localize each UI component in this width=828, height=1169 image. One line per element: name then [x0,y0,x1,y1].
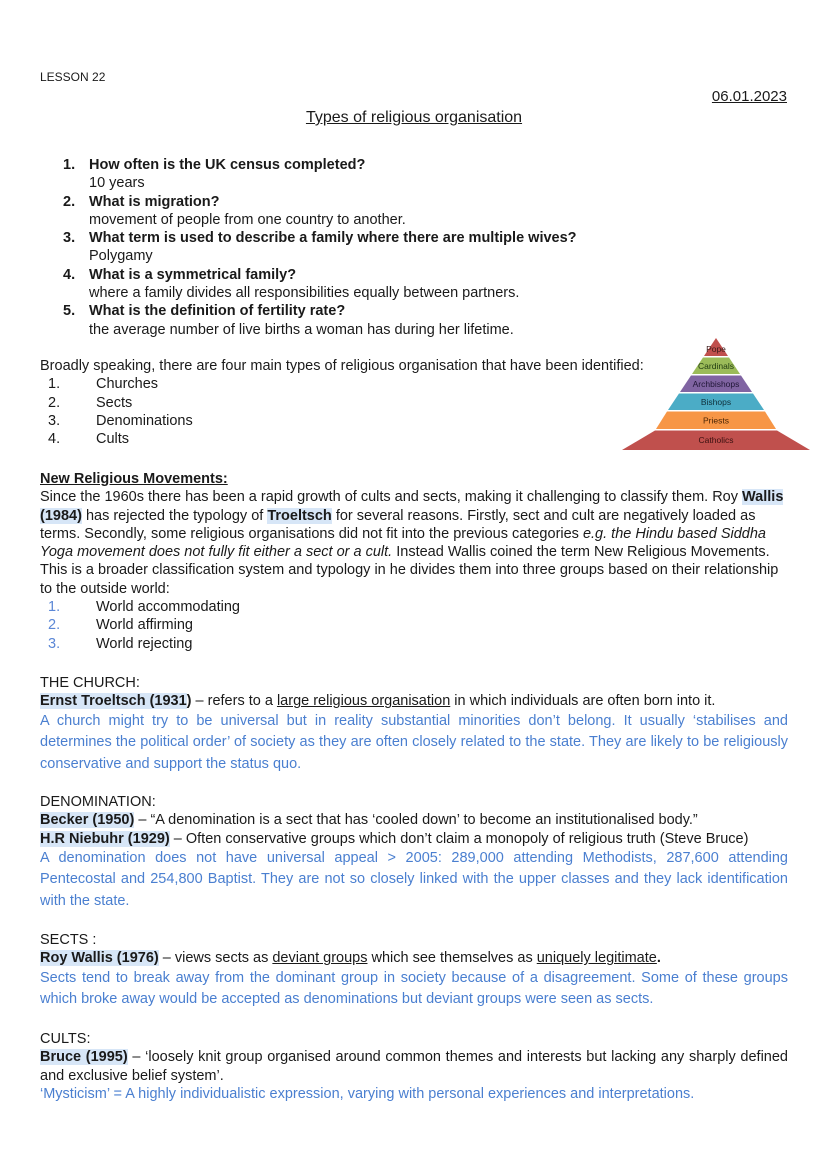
question-number: 1. [63,157,76,173]
denomination-notes: A denomination does not have universal appeal > 2005: 289,000 attending Methodists, 287,600 attending Pentecostal and 254,800 Baptist. They are not so closely linked with the upper classes and they lack identification with the state. [40,849,788,909]
section-heading: CULTS: [40,1031,91,1047]
cults-section [40,1030,788,1103]
list-item [40,616,788,634]
section-heading: New Religious Movements: [40,471,228,487]
list-number: 1. [48,599,61,616]
highlighted-author: Ernst Troeltsch (1931 [40,693,187,710]
question-item [63,266,577,303]
italic-example: e.g. the Hindu based Siddha Yoga movement does not fully fit either a sect or a cult. [40,525,766,561]
answer-text: the average number of live births a woman has during her lifetime. [89,321,514,338]
text-run: ) [186,693,192,710]
wallis-definition [40,949,788,967]
list-item [40,394,644,412]
answer-text: 10 years [89,175,145,192]
underlined-term: large religious organisation [276,693,451,710]
becker-quote [40,811,788,829]
list-number: 3. [48,412,61,429]
list-number: 2. [48,617,61,634]
underlined-term: deviant groups [272,950,368,967]
highlighted-author: Troeltsch [267,507,332,524]
list-label: Denominations [96,412,193,429]
question-number: 2. [63,193,76,210]
starter-questions [63,156,577,339]
question-text: What is a symmetrical family? [89,266,297,283]
niebuhr-quote [40,830,788,848]
answer-text: movement of people from one country to another. [89,211,406,228]
section-heading: SECTS : [40,932,97,948]
list-label: Cults [96,431,130,448]
question-text: What is the definition of fertility rate? [89,303,346,320]
list-label: World rejecting [96,635,193,652]
bruce-definition [40,1048,788,1085]
denomination-section [40,793,788,912]
lesson-label: LESSON 22 [40,70,106,84]
question-number: 4. [63,266,76,283]
sects-notes: Sects tend to break away from the dominant group in society because of a disagreement. Some of these groups which broke away would be accepted as denominations but deviant groups were seen as sects. [40,969,788,1008]
cults-notes: ‘Mysticism’ = A highly individualistic expression, varying with personal experiences and interpretations. [40,1085,695,1102]
pyramid-label: Bishops [700,397,732,407]
question-text: How often is the UK census completed? [89,157,366,173]
list-label: World affirming [96,617,193,634]
list-number: 1. [48,376,61,393]
question-item [63,229,577,266]
sects-section [40,931,788,1011]
list-label: World accommodating [96,599,240,616]
church-section [40,674,788,775]
highlighted-author: Becker (1950) [40,812,135,829]
document-date: 06.01.2023 [711,88,787,105]
question-number: 5. [63,303,76,320]
text-run: . [656,950,661,967]
text-run: Since the 1960s there has been a rapid growth of cults and sects, making it challenging to classify them. Roy [40,489,743,506]
list-number: 2. [48,394,61,411]
text-run: – refers to a [191,693,277,710]
section-heading: THE CHURCH: [40,675,140,691]
organisation-types-list [40,375,644,448]
text-run: – ‘loosely knit group organised around common themes and interests but lacking any sharply defined and exclusive belief system’. [40,1049,788,1084]
text-run: – “A denomination is a sect that has ‘cooled down’ to become an institutionalised body.” [134,812,698,829]
underlined-term: uniquely legitimate [536,950,657,967]
list-item [40,412,644,430]
text-run: has rejected the typology of [81,507,268,524]
answer-text: Polygamy [89,248,153,265]
pyramid-label: Pope [706,344,726,354]
question-text: What is migration? [89,193,220,210]
pyramid-label: Archbishops [692,379,740,389]
question-item [63,156,577,193]
highlighted-author: Wallis (1984) [40,489,784,524]
new-religious-movements-section [40,470,788,653]
intro-text: Broadly speaking, there are four main types of religious organisation that have been identified: [40,358,644,374]
text-run: Instead Wallis coined the term New Religious Movements. This is a broader classification system and typology in he divides them into three groups based on their relationship to the outside world: [40,544,779,597]
question-item [63,193,577,230]
highlighted-author: H.R Niebuhr (1929) [40,830,170,847]
list-number: 3. [48,635,61,652]
pyramid-label: Priests [703,415,729,426]
text-run: for several reasons. Firstly, sect and cult are negatively loaded as terms. Secondly, some religious organisations did not fit into the previous categories [40,507,756,542]
pyramid-label: Catholics [698,435,734,445]
question-item [63,302,577,339]
nrm-types-list [40,598,788,653]
section-heading: DENOMINATION: [40,794,156,810]
page-title: Types of religious organisation [305,109,523,126]
text-run: which see themselves as [367,950,537,967]
catholic-hierarchy-pyramid [622,338,810,450]
list-label: Churches [96,376,159,393]
list-item [40,598,788,616]
text-run: – Often conservative groups which don’t claim a monopoly of religious truth (Steve Bruce) [169,830,749,847]
text-run: in which individuals are often born into it. [450,693,716,710]
intro-section [40,357,644,448]
list-item [40,375,644,393]
pyramid-label: Cardinals [698,361,734,371]
nrm-paragraph [40,488,788,598]
list-label: Sects [96,394,133,411]
church-definition [40,692,788,710]
list-item [40,635,788,653]
list-number: 4. [48,431,61,448]
text-run: – views sects as [158,950,273,967]
highlighted-author: Roy Wallis (1976) [40,950,159,967]
question-text: What term is used to describe a family where there are multiple wives? [89,230,577,247]
question-number: 3. [63,230,76,247]
list-item [40,430,644,448]
highlighted-author: Bruce (1995) [40,1049,128,1066]
church-notes: A church might try to be universal but in reality substantial minorities don’t belong. It usually ‘stabilises and determines the political order’ of society as they are often closely related to the state. They are likely to be religiously conservative and support the status quo. [40,712,788,772]
answer-text: where a family divides all responsibilities equally between partners. [89,285,520,302]
